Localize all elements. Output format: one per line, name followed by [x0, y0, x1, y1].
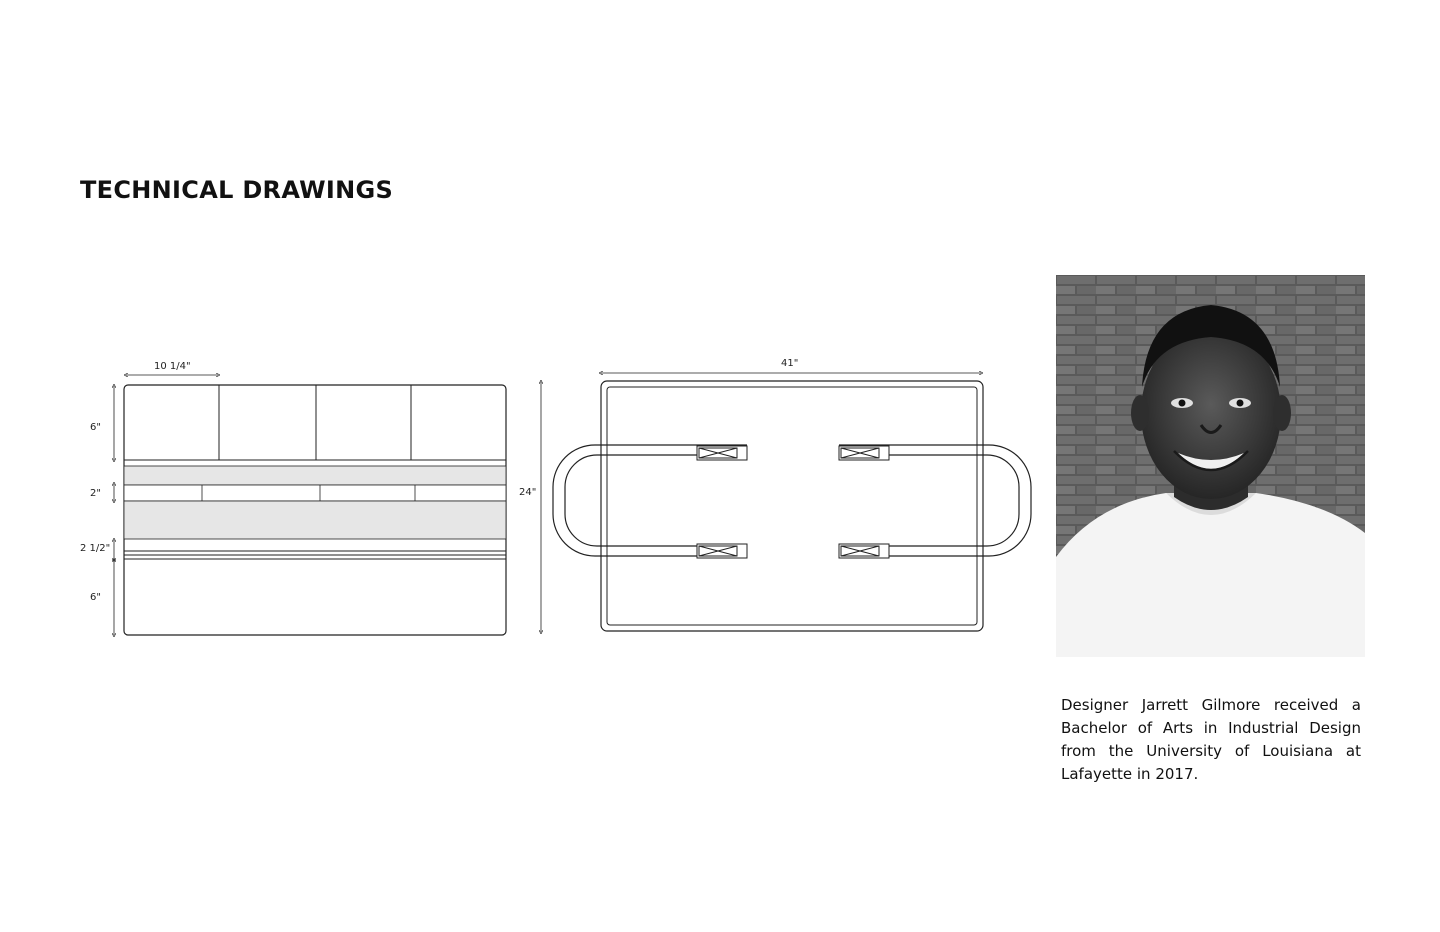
front-dim-middle: 2"	[90, 488, 101, 499]
designer-portrait-photo	[1056, 275, 1365, 657]
top-view-drawing	[515, 350, 1045, 650]
front-dim-top: 6"	[90, 422, 101, 433]
front-dim-width: 10 1/4"	[154, 361, 191, 372]
front-dim-bottom: 6"	[90, 592, 101, 603]
top-dim-length: 41"	[781, 358, 799, 369]
page-title: TECHNICAL DRAWINGS	[80, 176, 394, 204]
front-view-drawing	[70, 350, 520, 650]
front-dim-lower: 2 1/2"	[80, 543, 111, 554]
top-dim-depth: 24"	[519, 487, 537, 498]
designer-bio: Designer Jarrett Gilmore received a Bachelor of Arts in Industrial Design from the University of Louisiana at Lafayette in 2017.	[1061, 696, 1361, 783]
